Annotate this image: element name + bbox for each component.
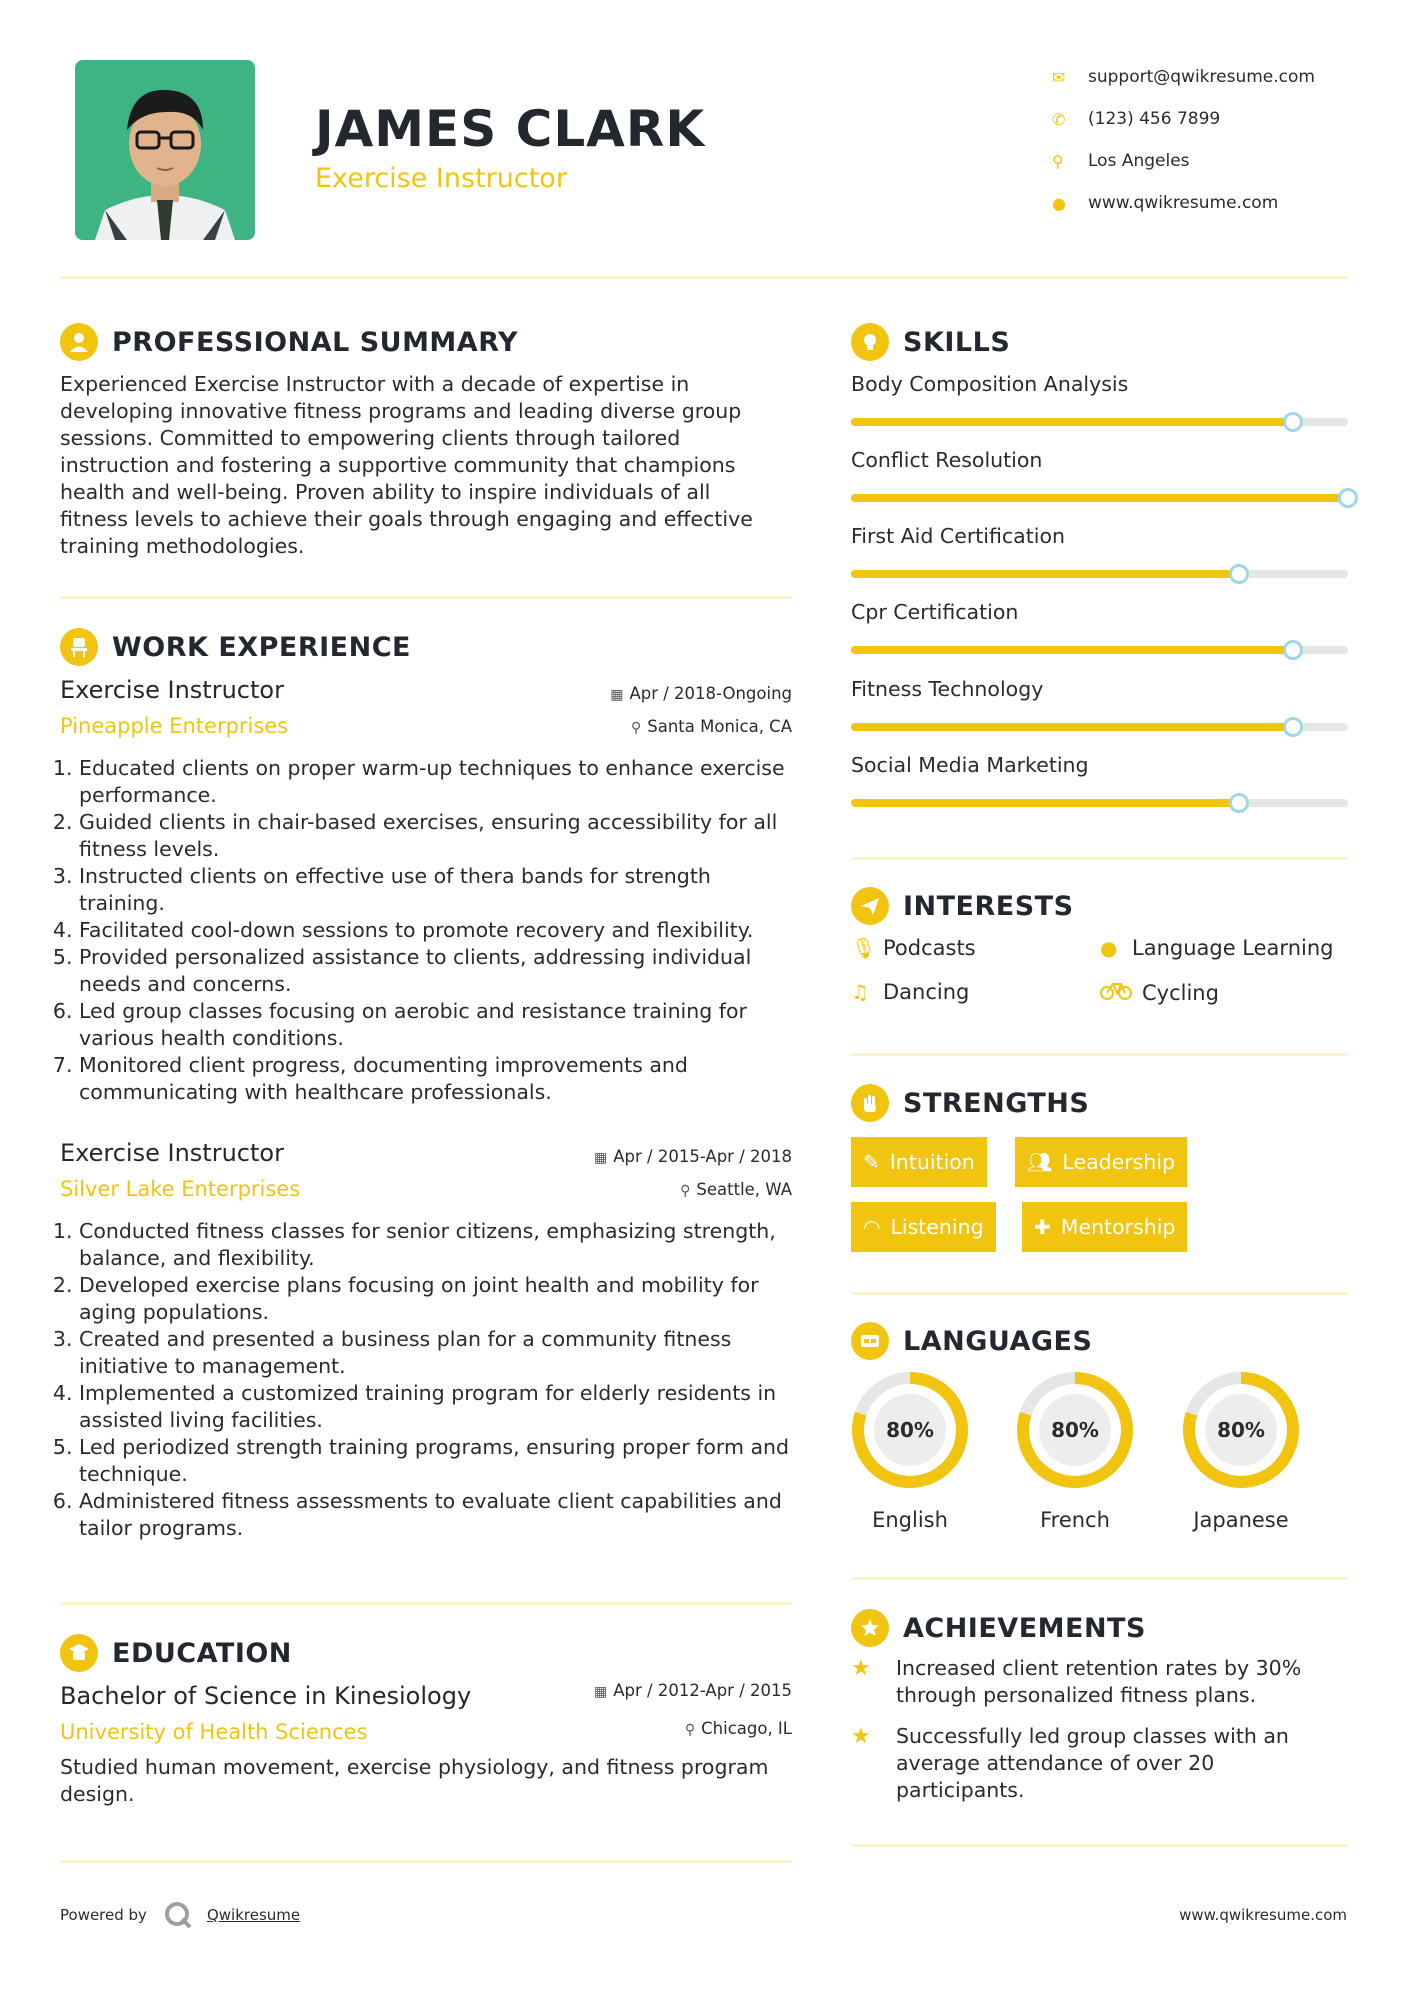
summary-divider <box>60 596 792 599</box>
star-badge-icon <box>851 1609 889 1647</box>
strengths-heading: STRENGTHS <box>851 1084 1089 1122</box>
skill-item: Social Media Marketing <box>851 753 1348 807</box>
skill-bar <box>851 723 1348 731</box>
pin-icon: ⚲ <box>680 1183 691 1199</box>
skill-bar <box>851 646 1348 654</box>
experience-divider <box>60 1602 792 1605</box>
list-item: 3. Instructed clients on effective use of thera bands for strength training. <box>79 863 792 917</box>
lightbulb-icon <box>851 323 889 361</box>
job-company: Silver Lake Enterprises <box>60 1177 301 1201</box>
skill-slider-knob <box>1338 488 1358 508</box>
language-progress-ring <box>850 1370 970 1490</box>
skill-bar <box>851 799 1348 807</box>
globe-icon: ● <box>1052 193 1066 213</box>
skill-bar <box>851 494 1348 502</box>
skill-bar <box>851 570 1348 578</box>
hand-icon <box>851 1084 889 1122</box>
candidate-role: Exercise Instructor <box>315 163 567 194</box>
language-item: 80% Japanese <box>1181 1370 1301 1532</box>
achievements-divider <box>851 1844 1348 1847</box>
education-school: University of Health Sciences <box>60 1720 368 1744</box>
microphone-icon: 🎙︎ <box>851 936 877 960</box>
strength-tag: 👥︎ Leadership <box>1015 1137 1187 1187</box>
skills-heading: SKILLS <box>851 323 1010 361</box>
skill-item: First Aid Certification <box>851 524 1348 578</box>
globe-icon: ● <box>1100 936 1118 960</box>
calendar-icon: ▦ <box>594 1150 608 1166</box>
job-location: ⚲ Seattle, WA <box>680 1180 792 1199</box>
skill-slider-knob <box>1229 793 1249 813</box>
star-icon: ★ <box>851 1656 871 1681</box>
skill-bar <box>851 418 1348 426</box>
language-item: 80% French <box>1015 1370 1135 1532</box>
list-item: 6. Administered fitness assessments to evaluate client capabilities and tailor programs. <box>79 1488 792 1542</box>
map-pin-icon: ⚲ <box>1052 151 1064 171</box>
language-icon <box>851 1322 889 1360</box>
headphones-icon: ◠ <box>863 1215 881 1239</box>
skill-slider-knob <box>1283 412 1303 432</box>
education-date: ▦ Apr / 2012-Apr / 2015 <box>594 1681 792 1700</box>
achievements-heading: ACHIEVEMENTS <box>851 1609 1146 1647</box>
language-item: 80% English <box>850 1370 970 1532</box>
summary-text: Experienced Exercise Instructor with a decade of expertise in developing innovative fitness programs and leading diverse group sessions. Committed to empowering clients through tailored instruction and fostering a supportive community that champions health and well-being. Proven ability to inspire individuals of all fitness levels to achieve their goals through engaging and effective training methodologies. <box>60 372 753 558</box>
job-date: ▦ Apr / 2015-Apr / 2018 <box>594 1147 792 1166</box>
svg-text:80%: 80% <box>1217 1418 1265 1442</box>
qwikresume-link[interactable]: Qwikresume <box>206 1906 301 1924</box>
job-company: Pineapple Enterprises <box>60 714 289 738</box>
achievement-item: ★ Increased client retention rates by 30% through personalized fitness plans. <box>851 1656 1302 1707</box>
languages-heading: LANGUAGES <box>851 1322 1092 1360</box>
skill-item: Cpr Certification <box>851 600 1348 654</box>
list-item: 3. Created and presented a business plan for a community fitness initiative to management. <box>79 1326 792 1380</box>
pin-icon: ⚲ <box>631 720 642 736</box>
calendar-icon: ▦ <box>594 1684 608 1700</box>
strength-tag: ◠ Listening <box>851 1202 996 1252</box>
language-progress-ring <box>1181 1370 1301 1490</box>
svg-text:80%: 80% <box>886 1418 934 1442</box>
graduate-icon <box>60 1634 98 1672</box>
skill-slider-knob <box>1283 717 1303 737</box>
header-divider <box>60 276 1348 279</box>
list-item: 4. Implemented a customized training program for elderly residents in assisted living facilities. <box>79 1380 792 1434</box>
skill-item: Conflict Resolution <box>851 448 1348 502</box>
language-progress-ring <box>1015 1370 1135 1490</box>
contact-website[interactable]: ● www.qwikresume.com <box>1052 193 1279 213</box>
phone-icon: ✆ <box>1052 109 1066 129</box>
star-icon: ★ <box>851 1724 871 1749</box>
paper-plane-icon <box>851 887 889 925</box>
footer-website-link[interactable]: www.qwikresume.com <box>1179 1906 1347 1924</box>
interest-item: 🎙︎ Podcasts <box>851 936 976 960</box>
svg-text:80%: 80% <box>1051 1418 1099 1442</box>
contact-phone[interactable]: ✆ (123) 456 7899 <box>1052 109 1221 129</box>
users-icon: 👥︎ <box>1027 1150 1053 1174</box>
list-item: 5. Provided personalized assistance to clients, addressing individual needs and concerns. <box>79 944 792 998</box>
interest-item: ♫ Dancing <box>851 980 970 1004</box>
bicycle-icon <box>1100 980 1142 1005</box>
profile-photo <box>75 60 255 240</box>
experience-heading: WORK EXPERIENCE <box>60 628 411 666</box>
education-text: Studied human movement, exercise physiology, and fitness program design. <box>60 1755 769 1806</box>
list-item: 6. Led group classes focusing on aerobic and resistance training for various health conditions. <box>79 998 792 1052</box>
skills-divider <box>851 857 1348 860</box>
job-bullets <box>57 1218 792 1542</box>
languages-divider <box>851 1577 1348 1580</box>
list-item: 2. Guided clients in chair-based exercises, ensuring accessibility for all fitness levels. <box>79 809 792 863</box>
education-heading: EDUCATION <box>60 1634 292 1672</box>
summary-heading: PROFESSIONAL SUMMARY <box>60 323 518 361</box>
job-bullets <box>57 755 792 1106</box>
job-location: ⚲ Santa Monica, CA <box>631 717 792 736</box>
interest-item: ● Language Learning <box>1100 936 1334 960</box>
pin-icon: ⚲ <box>684 1722 696 1738</box>
envelope-icon: ✉ <box>1052 67 1066 87</box>
user-plus-icon: ✚ <box>1034 1215 1051 1239</box>
contact-email[interactable]: ✉ support@qwikresume.com <box>1052 67 1315 87</box>
list-item: 1. Educated clients on proper warm-up techniques to enhance exercise performance. <box>79 755 792 809</box>
list-item: 7. Monitored client progress, documenting improvements and communicating with healthcare professionals. <box>79 1052 792 1106</box>
list-item: 2. Developed exercise plans focusing on joint health and mobility for aging populations. <box>79 1272 792 1326</box>
education-location: ⚲ Chicago, IL <box>684 1719 792 1738</box>
chair-icon <box>60 628 98 666</box>
education-divider <box>60 1860 792 1863</box>
interests-divider <box>851 1053 1348 1056</box>
qwikresume-logo-icon <box>163 1900 193 1930</box>
user-icon <box>60 323 98 361</box>
education-degree: Bachelor of Science in Kinesiology <box>60 1682 472 1710</box>
interests-heading: INTERESTS <box>851 887 1074 925</box>
list-item: 4. Facilitated cool-down sessions to promote recovery and flexibility. <box>79 917 792 944</box>
contact-list <box>1050 56 1390 224</box>
strengths-divider <box>851 1292 1348 1295</box>
skill-item: Fitness Technology <box>851 677 1348 731</box>
strength-tag: ✎ Intuition <box>851 1137 987 1187</box>
skill-slider-knob <box>1283 640 1303 660</box>
interest-item: Cycling <box>1100 980 1219 1005</box>
job-title: Exercise Instructor <box>60 676 284 704</box>
magic-wand-icon: ✎ <box>863 1150 880 1174</box>
strength-tag: ✚ Mentorship <box>1022 1202 1187 1252</box>
footer-branding: Powered by Qwikresume <box>60 1900 300 1930</box>
job-date: ▦ Apr / 2018-Ongoing <box>610 684 792 703</box>
achievement-item: ★ Successfully led group classes with an average attendance of over 20 participants. <box>851 1724 1289 1802</box>
skill-slider-knob <box>1229 564 1249 584</box>
list-item: 5. Led periodized strength training programs, ensuring proper form and technique. <box>79 1434 792 1488</box>
skill-item: Body Composition Analysis <box>851 372 1348 426</box>
music-note-icon: ♫ <box>851 980 869 1004</box>
list-item: 1. Conducted fitness classes for senior citizens, emphasizing strength, balance, and flexibility. <box>79 1218 792 1272</box>
candidate-name: JAMES CLARK <box>315 100 706 158</box>
job-title: Exercise Instructor <box>60 1139 284 1167</box>
contact-location: ⚲ Los Angeles <box>1052 151 1190 171</box>
calendar-icon: ▦ <box>610 687 624 703</box>
